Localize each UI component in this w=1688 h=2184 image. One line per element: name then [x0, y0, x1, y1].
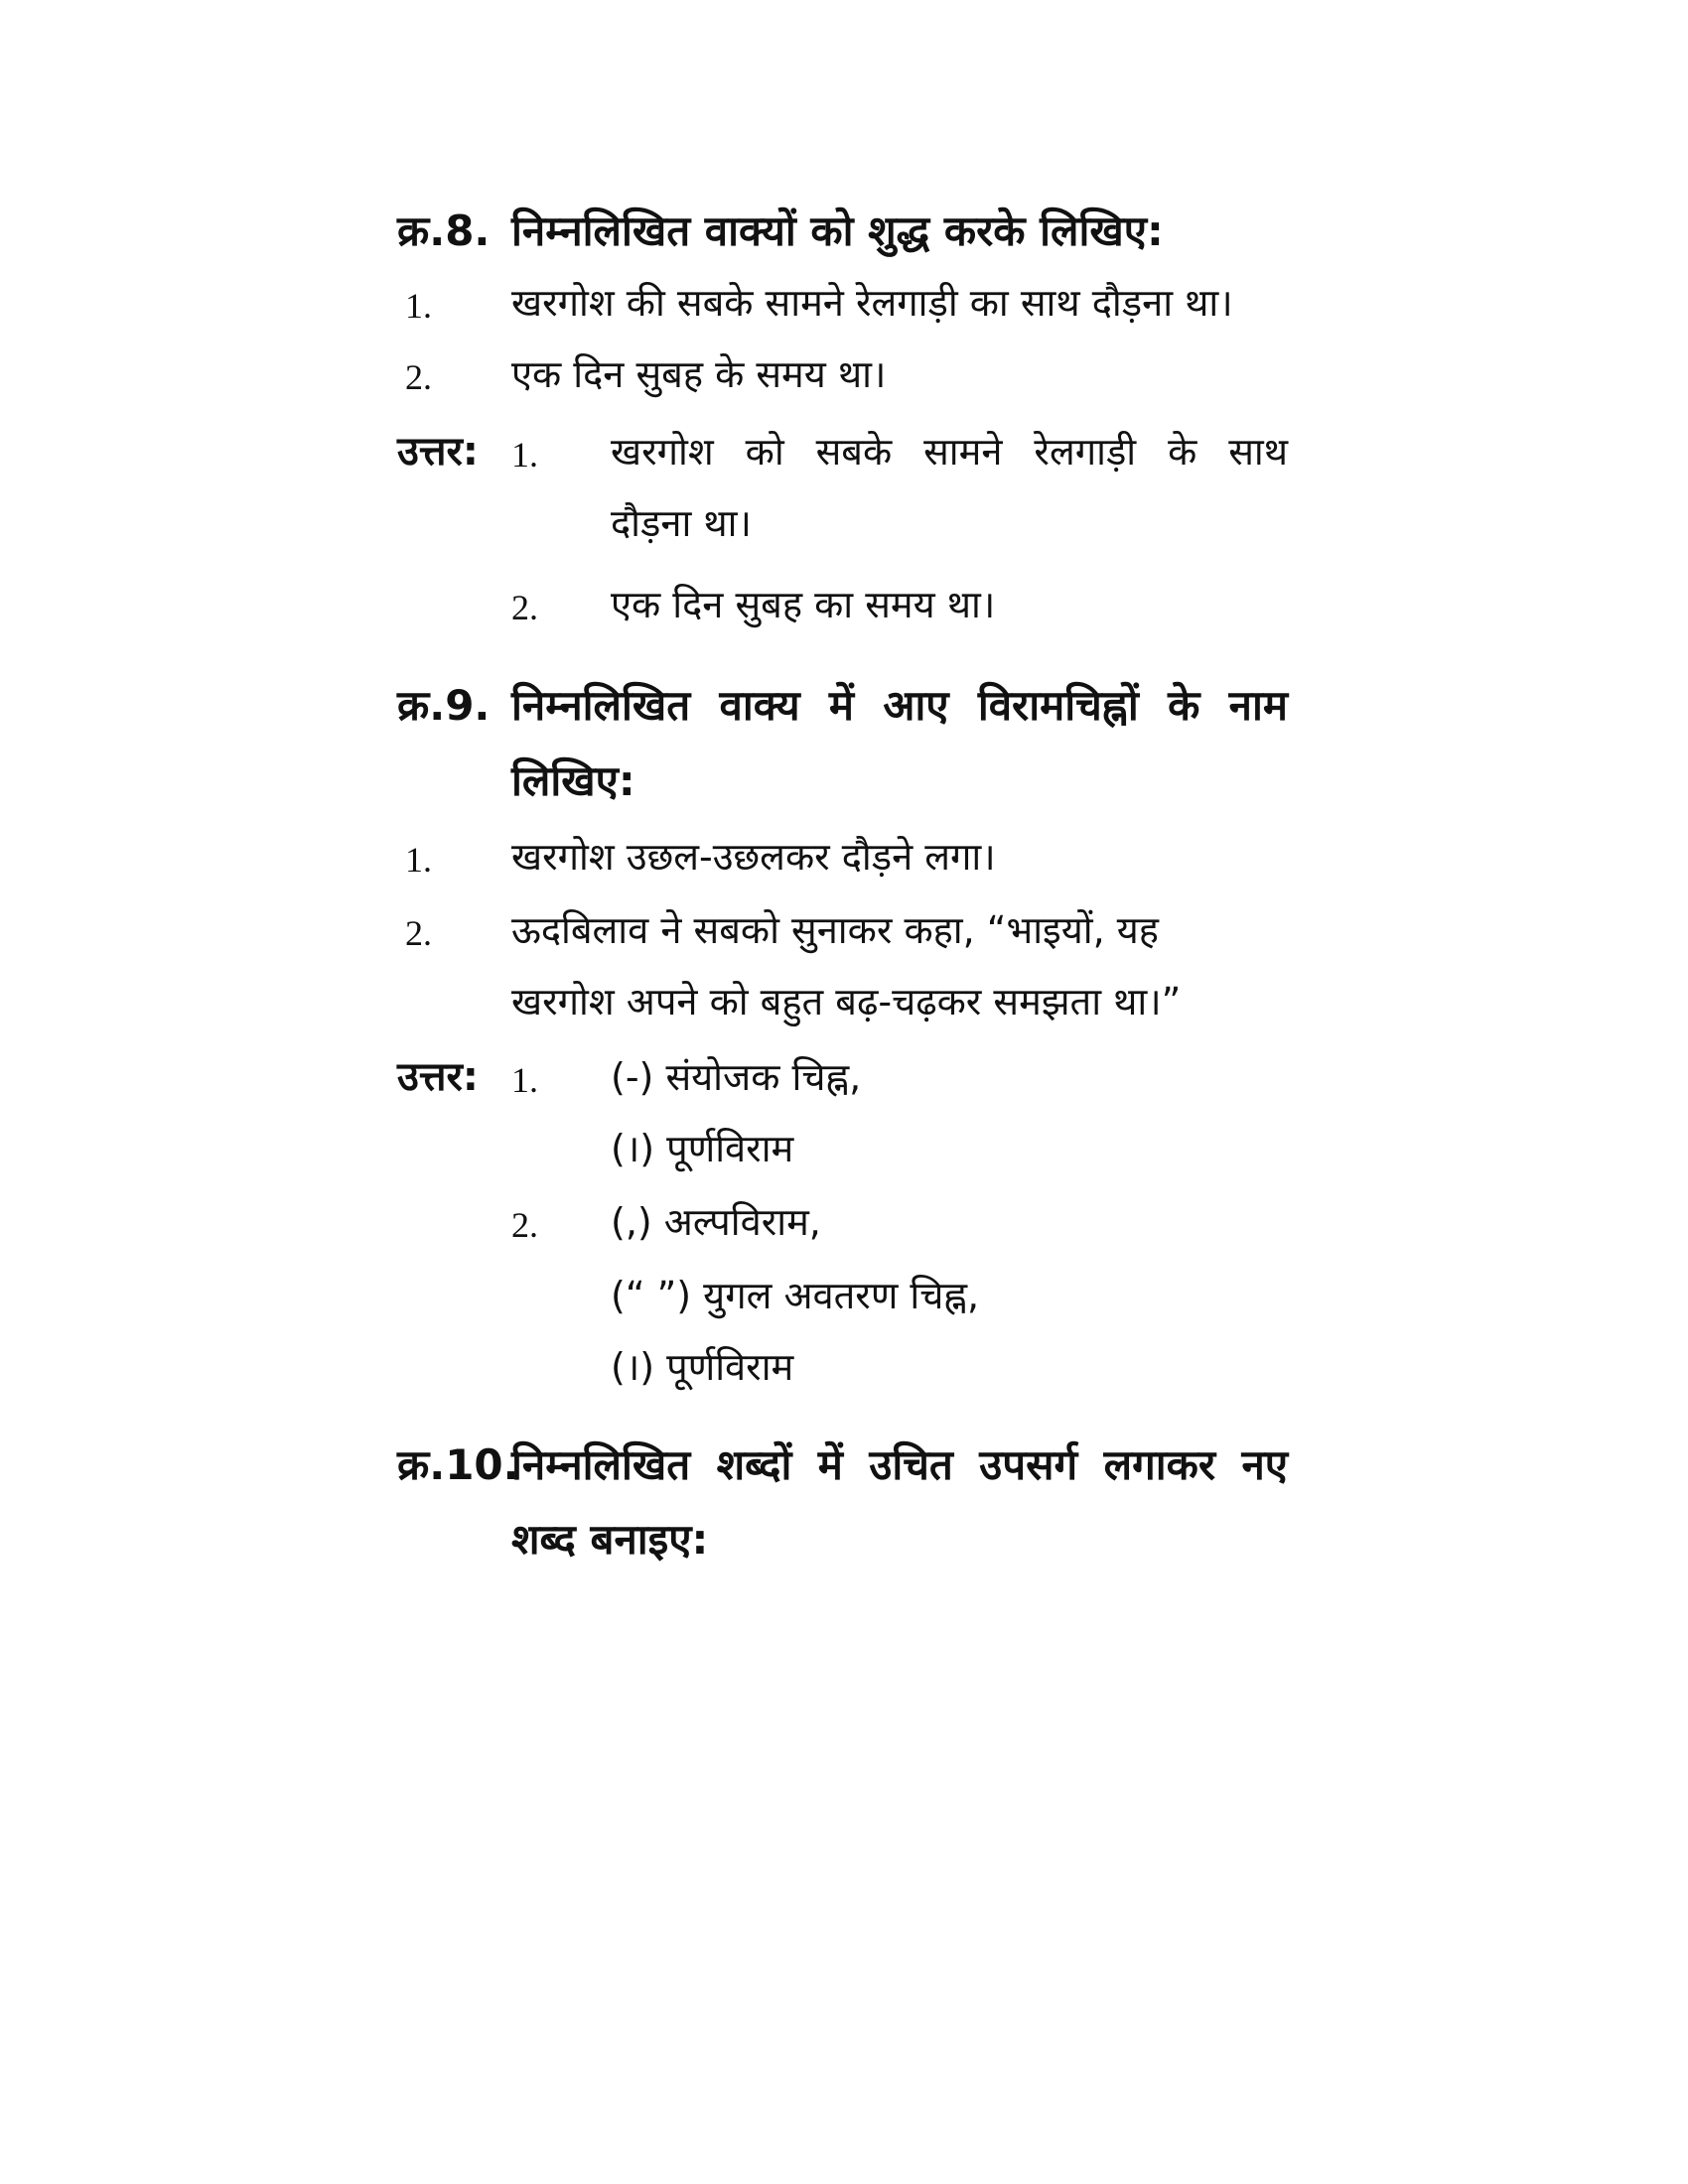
q8-answer-1-number: 1.: [511, 435, 538, 475]
q9-answer-1-line-1: (-) संयोजक चिह्न,: [611, 1055, 862, 1099]
q9-answer-2-line-1: (,) अल्पविराम,: [611, 1200, 821, 1244]
q9-answer-2-line-2: (“ ”) युगल अवतरण चिह्न,: [611, 1274, 980, 1317]
q8-answer-1-line-1: खरगोश को सबके सामने रेलगाड़ी के साथ: [611, 430, 1288, 474]
q9-item-2-number: 2.: [405, 913, 432, 953]
q9-answer-label: उत्तर:: [397, 1054, 479, 1100]
q9-answer-2-line-3: (।) पूर्णविराम: [611, 1345, 794, 1389]
q8-item-2-number: 2.: [405, 357, 432, 397]
q8-label: क्र.8.: [397, 206, 491, 255]
q10-text-line-2: शब्द बनाइए:: [511, 1515, 709, 1564]
q9-item-1-text: खरगोश उछल-उछलकर दौड़ने लगा।: [511, 835, 996, 879]
q10-text-line-1: निम्नलिखित शब्दों में उचित उपसर्ग लगाकर नए: [511, 1440, 1288, 1489]
q8-answer-2-number: 2.: [511, 588, 538, 627]
q9-item-1-number: 1.: [405, 840, 432, 880]
q8-item-1-text: खरगोश की सबके सामने रेलगाड़ी का साथ दौड़ना था।: [511, 281, 1233, 325]
q9-answer-1-line-2: (।) पूर्णविराम: [611, 1127, 794, 1170]
q8-item-2-text: एक दिन सुबह के समय था।: [511, 352, 887, 396]
q8-answer-label: उत्तर:: [397, 429, 479, 475]
q9-answer-1-number: 1.: [511, 1060, 538, 1100]
q9-text-line-1: निम्नलिखित वाक्य में आए विरामचिह्नों के नाम: [511, 681, 1288, 730]
q8-item-1-number: 1.: [405, 286, 432, 326]
q8-text: निम्नलिखित वाक्यों को शुद्ध करके लिखिए:: [511, 206, 1164, 255]
q8-answer-1-line-2: दौड़ना था।: [611, 501, 752, 545]
q9-text-line-2: लिखिए:: [511, 756, 635, 805]
q9-answer-2-number: 2.: [511, 1205, 538, 1245]
q9-item-2-line-1: ऊदबिलाव ने सबको सुनाकर कहा, “भाइयों, यह: [511, 908, 1159, 952]
q8-answer-2-text: एक दिन सुबह का समय था।: [611, 583, 996, 626]
q9-label: क्र.9.: [397, 681, 491, 730]
q10-label: क्र.10.: [397, 1440, 519, 1489]
q9-item-2-line-2: खरगोश अपने को बहुत बढ़-चढ़कर समझता था।”: [511, 980, 1182, 1024]
